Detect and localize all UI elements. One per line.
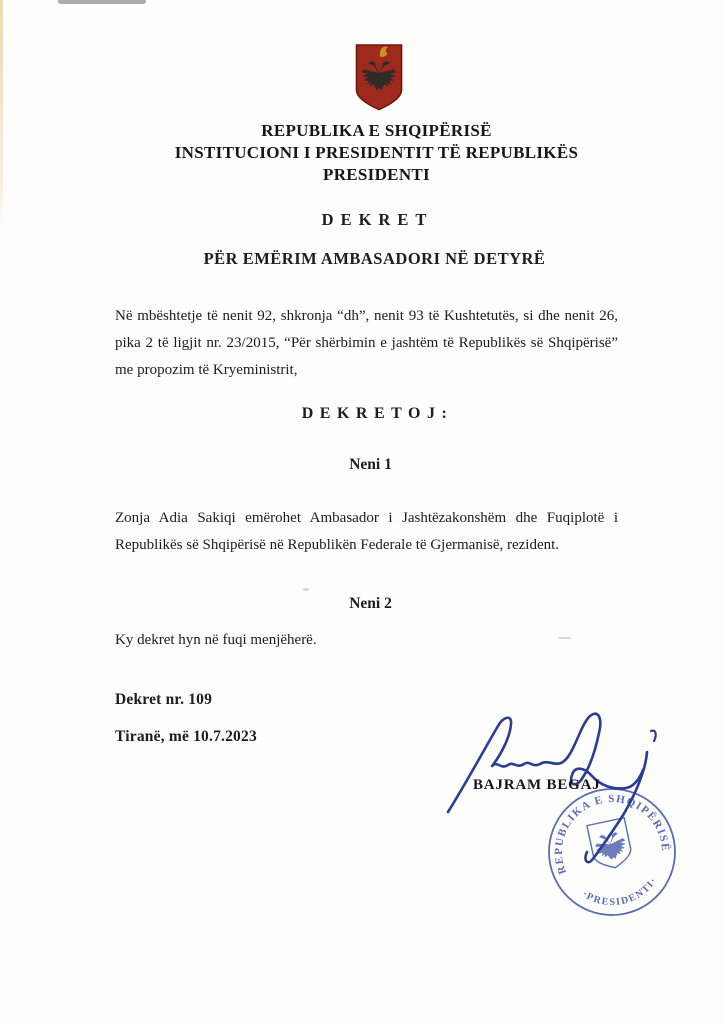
paragraph-line: Në mbështetje të nenit 92, shkronja “dh”, nenit 93 të Kushtetutës, si dhe nenit 26, bbox=[115, 308, 618, 324]
stamp-bottom-text: ·PRESIDENTI· bbox=[580, 875, 660, 909]
place-and-date: Tiranë, më 10.7.2023 bbox=[115, 728, 257, 745]
signature-apostrophe-mark bbox=[651, 731, 656, 741]
signature-descender bbox=[586, 752, 647, 862]
letterhead-republic: REPUBLIKA E SHQIPËRISË bbox=[261, 121, 492, 140]
coat-of-arms-icon bbox=[354, 43, 404, 112]
article-1-paragraph bbox=[115, 505, 618, 559]
paragraph-line: Republikës së Shqipërisë në Republikën Federale të Gjermanisë, rezident. bbox=[115, 537, 560, 553]
preamble-paragraph bbox=[115, 303, 618, 384]
article-2-paragraph bbox=[115, 627, 618, 654]
letterhead-president: PRESIDENTI bbox=[323, 165, 430, 184]
article-1-heading: Neni 1 bbox=[349, 456, 392, 473]
letterhead bbox=[125, 120, 628, 186]
decree-number: Dekret nr. 109 bbox=[115, 691, 213, 708]
decree-word: DEKRETOJ: bbox=[301, 405, 454, 422]
decree-title: DEKRET bbox=[321, 210, 434, 229]
paragraph-line: Zonja Adia Sakiqi emërohet Ambasador i Jashtëzakonshëm dhe Fuqiplotë i bbox=[115, 510, 618, 526]
paragraph-line: pika 2 të ligjit nr. 23/2015, “Për shërbimin e jashtëm të Republikës së Shqipërisë” bbox=[115, 335, 618, 351]
paragraph-line: me propozim të Kryeministrit, bbox=[115, 362, 298, 378]
letterhead-institution: INSTITUCIONI I PRESIDENTIT TË REPUBLIKËS bbox=[174, 143, 579, 162]
signature-flourish bbox=[448, 714, 643, 812]
signer-name: BAJRAM BEGAJ bbox=[473, 777, 601, 793]
article-2-heading: Neni 2 bbox=[349, 595, 392, 612]
decree-subtitle: PËR EMËRIM AMBASADORI NË DETYRË bbox=[203, 249, 546, 268]
paragraph-line: Ky dekret hyn në fuqi menjëherë. bbox=[115, 632, 317, 648]
albanian-coat-of-arms bbox=[354, 43, 404, 112]
stamp-top-text: REPUBLIKA E SHQIPËRISË bbox=[552, 793, 672, 876]
